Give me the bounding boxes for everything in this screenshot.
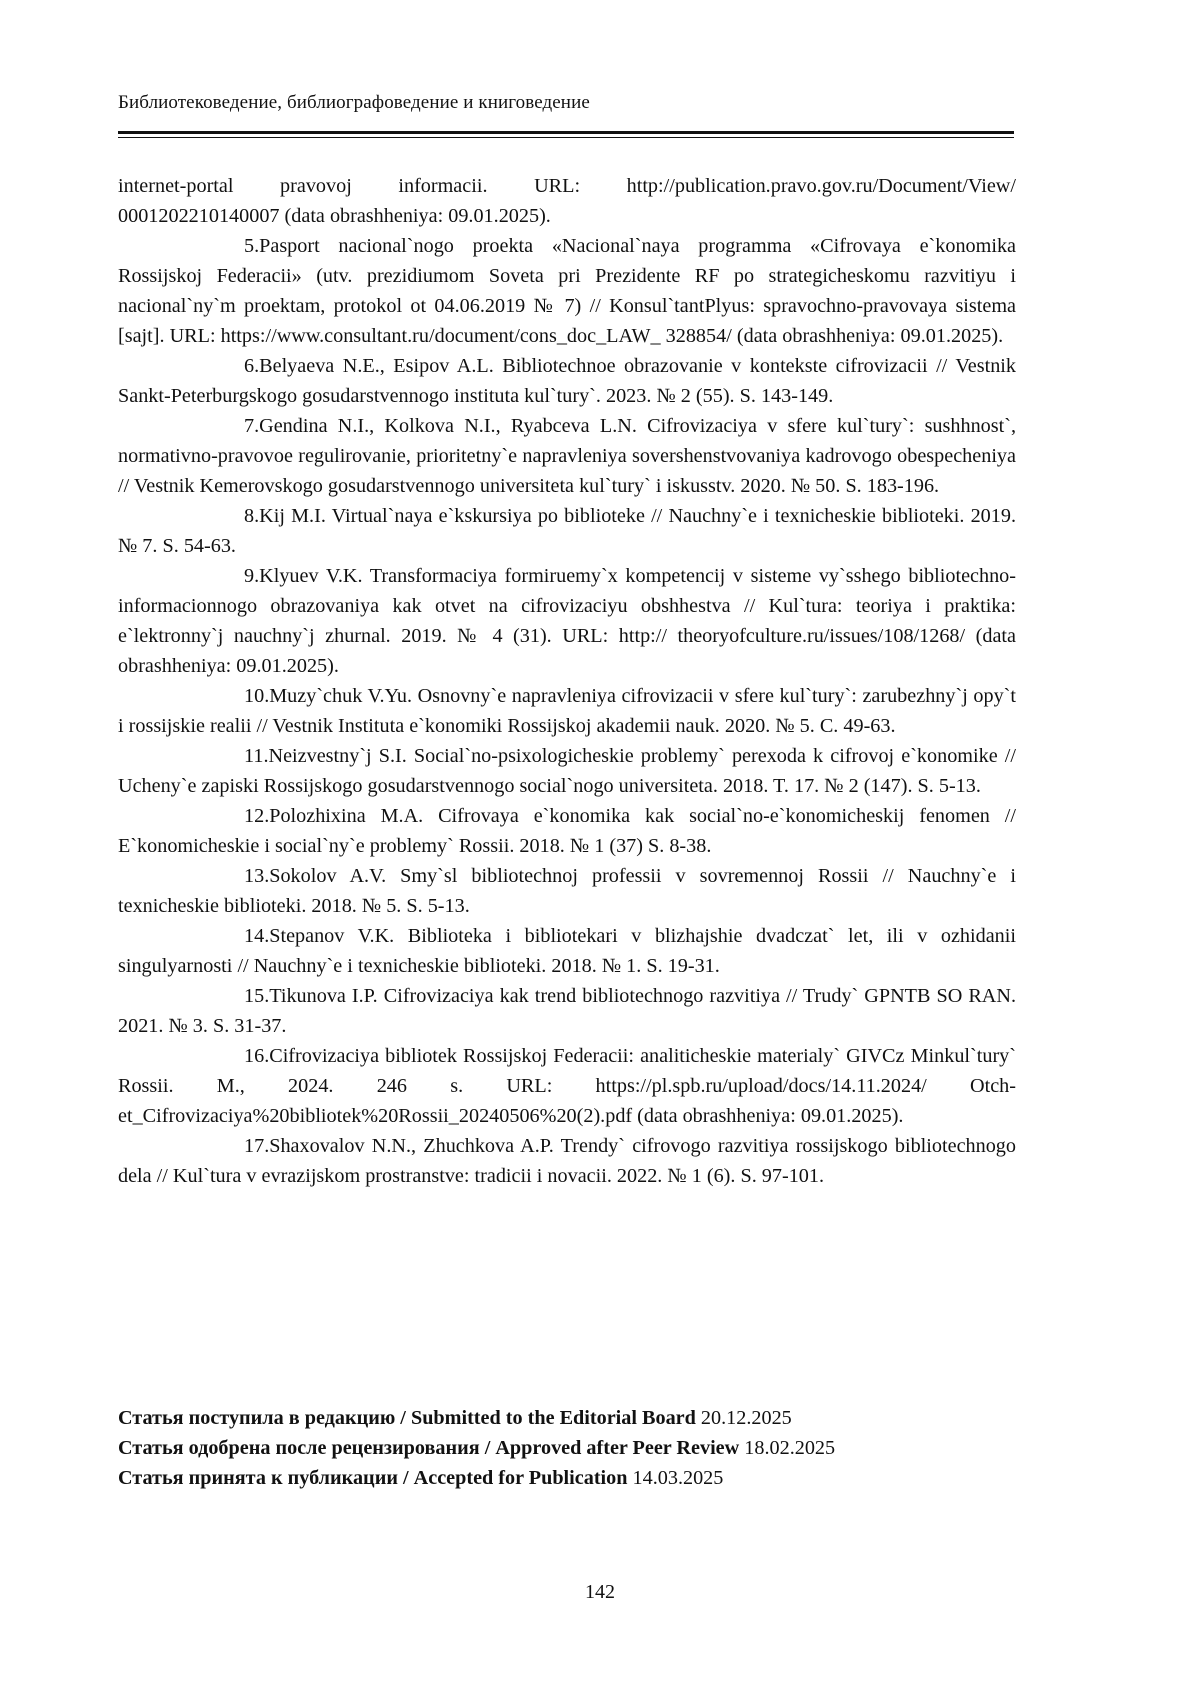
reference-text: Stepanov V.K. Biblioteka i bibliotekari v blizhajshie dvadczat` let, ili v ozhidanii singulyarnosti // Nauchny`e i texnicheskie biblioteki. 2018. № 1. S. 19-31. — [118, 925, 1016, 977]
reference-item — [118, 921, 1016, 981]
reference-item — [118, 741, 1016, 801]
running-header: Библиотековедение, библиографоведение и книговедение — [118, 92, 590, 113]
reference-text: Tikunova I.P. Cifrovizaciya kak trend bibliotechnogo razvitiya // Trudy` GPNTB SO RAN. 2021. № 3. S. 31-37. — [118, 985, 1016, 1037]
reference-number: 17. — [244, 1135, 270, 1157]
submitted-label: Статья поступила в редакцию / Submitted to the Editorial Board — [118, 1407, 696, 1429]
accepted-label: Статья принята к публикации / Accepted for Publication — [118, 1467, 628, 1489]
reference-number: 15. — [244, 985, 270, 1007]
header-rule-thick — [118, 131, 1014, 134]
reference-text: Klyuev V.K. Transformaciya formiruemy`x kompetencij v sisteme vy`sshego bibliotechno-informacionnogo obrazovaniya kak otvet na cifrovizaciyu obshhestva // Kul`tura: teoriya i praktika: e`lektronny`j nauchny`j zhurnal. 2019. № 4 (31). URL: http:// theoryofculture.ru/issues/108/1268/ (data obrashheniya: 09.01.2025). — [118, 565, 1016, 677]
reference-number: 6. — [244, 355, 260, 377]
reference-item — [118, 861, 1016, 921]
reference-number: 13. — [244, 865, 270, 887]
submitted-date: 20.12.2025 — [700, 1407, 792, 1429]
reference-text: Neizvestny`j S.I. Social`no-psixologicheskie problemy` perexoda k cifrovoj e`konomike // Ucheny`e zapiski Rossijskogo gosudarstvennogo social`nogo universiteta. 2018. T. 17. № 2 (147). S. 5-13. — [118, 745, 1016, 797]
reference-text: Gendina N.I., Kolkova N.I., Ryabceva L.N. Cifrovizaciya v sfere kul`tury`: sushhnost`, normativno-pravovoe regulirovanie, prioritetny`e napravleniya sovershenstvovaniya kadrovogo obespecheniya // Vestnik Kemerovskogo gosudarstvennogo universiteta kul`tury` i iskusstv. 2020. № 50. S. 183-196. — [118, 415, 1016, 497]
reference-item — [118, 1041, 1016, 1131]
approved-line — [118, 1433, 1016, 1463]
reference-number: 16. — [244, 1045, 270, 1067]
reference-item — [118, 981, 1016, 1041]
approved-label: Статья одобрена после рецензирования / Approved after Peer Review — [118, 1437, 740, 1459]
reference-text: Pasport nacional`nogo proekta «Nacional`naya programma «Cifrovaya e`konomika Rossijskoj Federacii» (utv. prezidiumom Soveta pri Prezidente RF po strategicheskomu razvitiyu i nacional`ny`m proektam, protokol ot 04.06.2019 № 7) // Konsul`tantPlyus: spravochno-pravovaya sistema [sajt]. URL: https://www.consultant.ru/document/cons_doc_LAW_ 328854/ (data obrashheniya: 09.01.2025). — [118, 235, 1016, 347]
reference-number: 8. — [244, 505, 260, 527]
reference-item — [118, 351, 1016, 411]
reference-number: 14. — [244, 925, 270, 947]
reference-number: 10. — [244, 685, 270, 707]
header-rule-thin — [118, 137, 1014, 138]
page-number: 142 — [585, 1581, 615, 1603]
reference-text: Sokolov A.V. Smy`sl bibliotechnoj professii v sovremennoj Rossii // Nauchny`e i texnicheskie biblioteki. 2018. № 5. S. 5-13. — [118, 865, 1016, 917]
reference-item — [118, 681, 1016, 741]
reference-number: 7. — [244, 415, 260, 437]
reference-text: Cifrovizaciya bibliotek Rossijskoj Federacii: analiticheskie materialy` GIVCz Minkul`tury` Rossii. M., 2024. 246 s. URL: https://pl.spb.ru/upload/docs/14.11.2024/ Otchet_Cifrovizaciya%20bibliotek%20Rossii_20240506%20(2).pdf (data obrashheniya: 09.01.2025). — [118, 1045, 1016, 1127]
reference-number: 9. — [244, 565, 260, 587]
reference-item — [118, 561, 1016, 681]
reference-number: 11. — [244, 745, 269, 767]
reference-text: Muzy`chuk V.Yu. Osnovny`e napravleniya cifrovizacii v sfere kul`tury`: zarubezhny`j opy`t i rossijskie realii // Vestnik Instituta e`konomiki Rossijskoj akademii nauk. 2020. № 5. C. 49-63. — [118, 685, 1016, 737]
approved-date: 18.02.2025 — [744, 1437, 836, 1459]
reference-item — [118, 1131, 1016, 1191]
reference-item — [118, 411, 1016, 501]
reference-text: Shaxovalov N.N., Zhuchkova A.P. Trendy` cifrovogo razvitiya rossijskogo bibliotechnogo dela // Kul`tura v evrazijskom prostranstve: tradicii i novacii. 2022. № 1 (6). S. 97-101. — [118, 1135, 1016, 1187]
accepted-date: 14.03.2025 — [632, 1467, 724, 1489]
reference-continuation: internet-portal pravovoj informacii. URL: http://publication.pravo.gov.ru/Document/View/ 0001202210140007 (data obrashheniya: 09.01.2025). — [118, 175, 1016, 227]
reference-item — [118, 501, 1016, 561]
article-dates — [118, 1403, 1016, 1493]
submitted-line — [118, 1403, 1016, 1433]
reference-text: Polozhixina M.A. Cifrovaya e`konomika kak social`no-e`konomicheskij fenomen // E`konomicheskie i social`ny`e problemy` Rossii. 2018. № 1 (37) S. 8-38. — [118, 805, 1016, 857]
reference-list — [118, 171, 1016, 1191]
reference-item — [118, 231, 1016, 351]
reference-number: 12. — [244, 805, 270, 827]
reference-item — [118, 801, 1016, 861]
reference-text: Kij M.I. Virtual`naya e`kskursiya po biblioteke // Nauchny`e i texnicheskie biblioteki. 2019. № 7. S. 54-63. — [118, 505, 1016, 557]
reference-text: Belyaeva N.E., Esipov A.L. Bibliotechnoe obrazovanie v kontekste cifrovizacii // Vestnik Sankt-Peterburgskogo gosudarstvennogo instituta kul`tury`. 2023. № 2 (55). S. 143-149. — [118, 355, 1016, 407]
reference-number: 5. — [244, 235, 260, 257]
accepted-line — [118, 1463, 1016, 1493]
